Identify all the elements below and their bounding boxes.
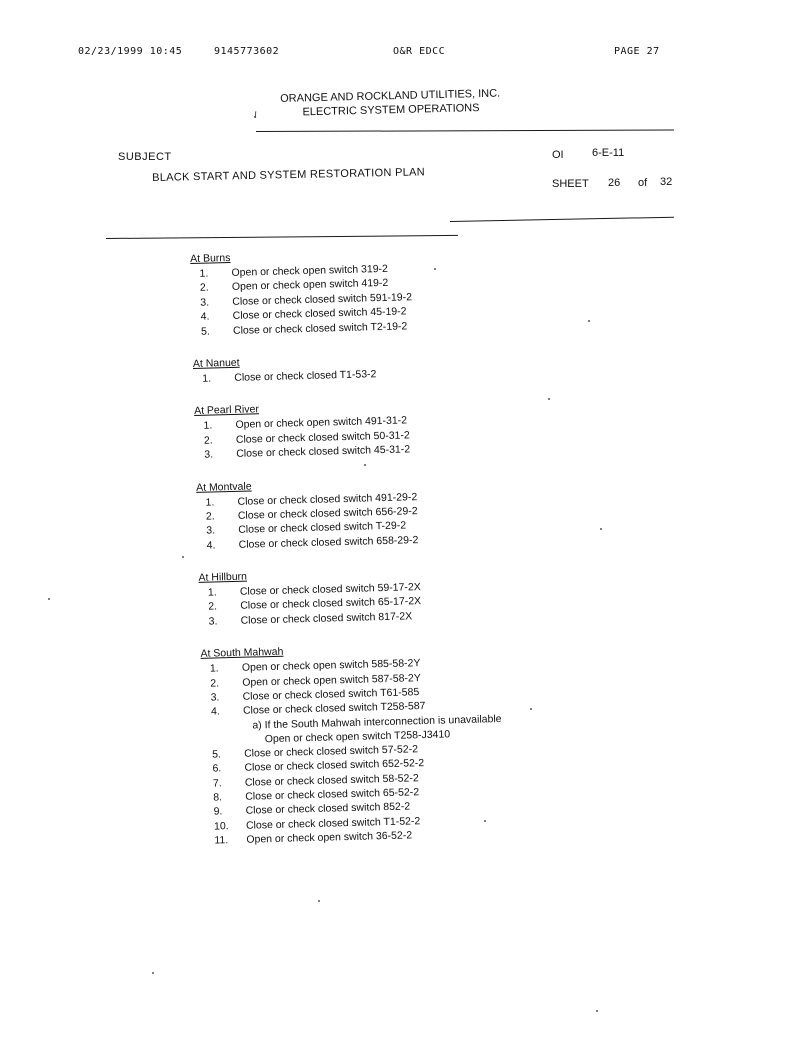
item-text: Close or check closed switch 58-52-2 <box>244 771 419 789</box>
item-number: 2. <box>210 677 220 690</box>
item-text: Close or check closed switch 591-19-2 <box>232 290 413 308</box>
item-text: Close or check closed T1-53-2 <box>234 368 377 384</box>
header-rule-top <box>256 130 674 132</box>
document-reference <box>552 147 692 197</box>
item-number: 3. <box>206 524 216 537</box>
sub-item-continuation: Open or check open switch T258-J3410 <box>264 728 451 746</box>
item-number: 5. <box>200 325 210 338</box>
section-title: At Nanuet <box>192 356 240 370</box>
fax-date-time: 02/23/1999 10:45 <box>78 46 183 57</box>
section-title: At Pearl River <box>193 403 260 418</box>
item-text: Open or check open switch 319-2 <box>231 262 389 279</box>
scan-speck <box>182 556 184 558</box>
item-text: Close or check closed switch 658-29-2 <box>238 533 419 551</box>
sheet-of: of <box>638 177 648 189</box>
handwritten-mark: ✓ <box>249 108 263 123</box>
item-number: 2. <box>208 600 218 614</box>
item-text: Close or check closed switch 652-52-2 <box>244 757 425 774</box>
item-text: Close or check closed switch 852-2 <box>245 800 411 818</box>
item-number: 4. <box>206 539 216 552</box>
item-text: Close or check closed switch 45-19-2 <box>232 305 407 323</box>
scan-speck <box>484 820 486 822</box>
item-number: 1. <box>209 662 219 675</box>
section <box>196 473 538 553</box>
fax-page-number: PAGE 27 <box>614 46 660 57</box>
item-text: Open or check open switch 491-31-2 <box>235 414 408 432</box>
item-number: 5. <box>211 748 222 761</box>
item-text: Close or check closed switch 817-2X <box>240 610 413 627</box>
scan-speck <box>152 972 154 974</box>
sheet-label: SHEET <box>552 178 589 190</box>
item-text: Close or check closed switch 65-52-2 <box>245 786 420 803</box>
restoration-steps <box>190 244 546 867</box>
document-title: BLACK START AND SYSTEM RESTORATION PLAN <box>152 166 426 184</box>
scan-speck <box>48 598 50 600</box>
item-number: 1. <box>205 495 215 509</box>
scan-speck <box>588 320 590 322</box>
item-text: Close or check closed switch T258-587 <box>242 700 426 718</box>
item-number: 2. <box>199 281 209 295</box>
sub-item: a) If the South Mahwah interconnection is unavailable <box>252 712 502 732</box>
item-text: Open or check open switch 36-52-2 <box>246 829 413 846</box>
fax-department: O&R EDCC <box>393 46 446 57</box>
item-number: 1. <box>199 267 209 280</box>
item-text: Close or check closed switch T1-52-2 <box>245 814 421 832</box>
item-text: Close or check closed switch 45-31-2 <box>236 443 411 460</box>
section <box>190 244 532 339</box>
item-number: 8. <box>213 791 223 804</box>
oi-label: OI <box>552 149 564 161</box>
oi-value: 6-E-11 <box>592 147 625 159</box>
sheet-total: 32 <box>660 176 673 188</box>
company-block <box>276 87 501 120</box>
scan-speck <box>530 708 532 710</box>
item-text: Close or check closed switch 50-31-2 <box>235 429 410 446</box>
company-name: ORANGE AND ROCKLAND UTILITIES, INC. <box>280 87 501 105</box>
item-number: 3. <box>208 615 218 628</box>
item-text: Close or check closed switch 59-17-2X <box>239 581 421 598</box>
item-number: 1. <box>203 419 213 433</box>
subject-label: SUBJECT <box>118 151 172 163</box>
item-text: Open or check open switch 587-58-2Y <box>242 671 421 689</box>
scan-speck <box>596 1010 598 1012</box>
header-rule-left <box>106 235 458 239</box>
scan-speck <box>548 398 550 400</box>
item-number: 6. <box>212 762 222 775</box>
item-number: 3. <box>204 448 214 461</box>
item-text: Open or check open switch 585-58-2Y <box>241 657 421 675</box>
fax-header <box>78 46 678 62</box>
sheet-number: 26 <box>608 177 621 189</box>
item-text: Close or check closed switch T2-19-2 <box>232 319 408 337</box>
section <box>193 349 534 386</box>
section <box>194 396 535 462</box>
item-number: 1. <box>202 372 212 385</box>
item-number: 10. <box>213 819 229 833</box>
item-number: 9. <box>213 805 223 818</box>
fax-phone-number: 9145773602 <box>214 46 280 57</box>
item-text: Close or check closed switch 491-29-2 <box>237 490 418 508</box>
section-title: At Montvale <box>195 479 252 494</box>
item-text: Close or check closed switch 57-52-2 <box>243 743 419 760</box>
section-title: At Hillburn <box>198 570 248 584</box>
list-item <box>193 363 533 386</box>
item-text: Close or check closed switch T-29-2 <box>238 519 407 537</box>
item-number: 1. <box>207 586 217 599</box>
item-number: 11. <box>214 834 229 847</box>
header-rule-right <box>450 217 674 222</box>
section <box>198 563 539 629</box>
section-title: At South Mahwah <box>200 645 284 661</box>
section-title: At Burns <box>190 251 231 265</box>
item-number: 2. <box>205 510 215 523</box>
item-text: Close or check closed switch 65-17-2X <box>240 595 422 613</box>
item-number: 7. <box>212 776 222 790</box>
item-number: 4. <box>200 310 210 323</box>
scan-speck <box>364 464 366 466</box>
item-number: 4. <box>210 705 220 719</box>
item-text: Close or check closed switch 656-29-2 <box>237 505 418 522</box>
scan-speck <box>434 268 436 270</box>
item-text: Close or check closed switch T61-585 <box>242 686 420 703</box>
company-division: ELECTRIC SYSTEM OPERATIONS <box>302 102 480 119</box>
scan-speck <box>600 528 602 530</box>
section <box>200 639 545 848</box>
item-number: 3. <box>200 296 210 309</box>
item-text: Open or check open switch 419-2 <box>231 277 389 294</box>
item-number: 2. <box>203 434 213 447</box>
scan-speck <box>318 900 320 902</box>
item-number: 3. <box>210 691 220 704</box>
